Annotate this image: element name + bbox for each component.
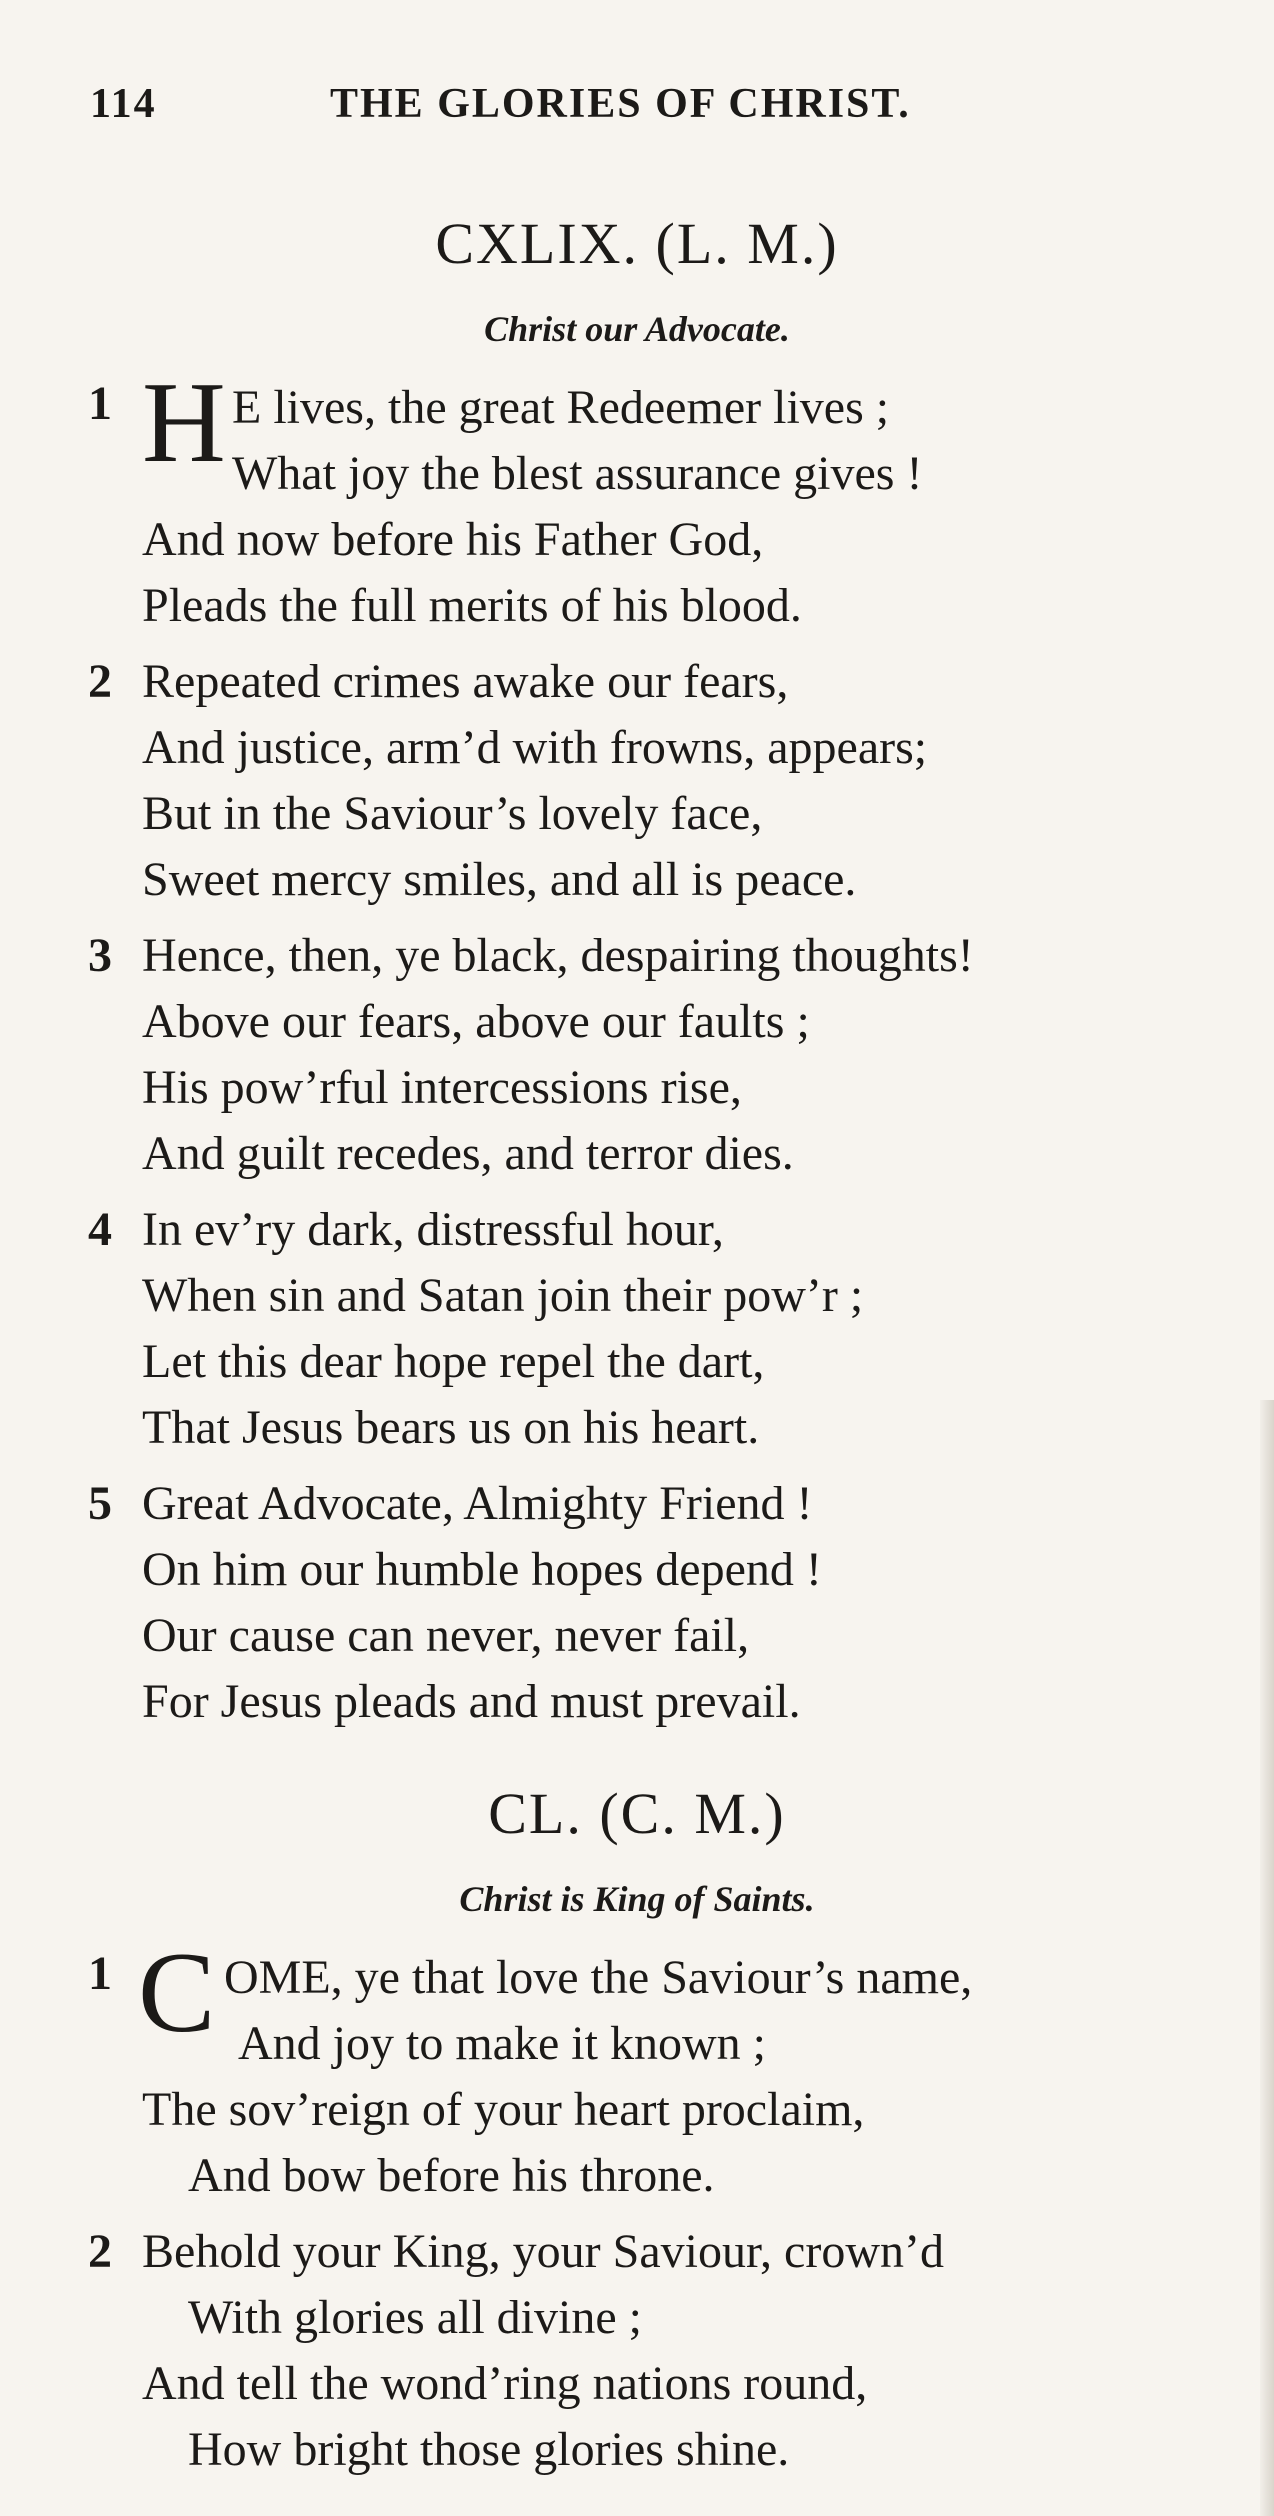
verse-line: Let this dear hope repel the dart, xyxy=(142,1335,765,1388)
hymn-subtitle: Christ our Advocate. xyxy=(484,309,790,349)
verse-number: 2 xyxy=(88,655,112,708)
verse-line: The sov’reign of your heart proclaim, xyxy=(142,2083,865,2136)
verse-line: OME, ye that love the Saviour’s name, xyxy=(224,1951,973,2004)
verse-line: Sweet mercy smiles, and all is peace. xyxy=(142,853,857,906)
verse-line: And bow before his throne. xyxy=(188,2149,715,2202)
page-header xyxy=(90,80,970,140)
verse-number: 2 xyxy=(88,2225,112,2278)
drop-cap: H xyxy=(142,359,226,487)
page-edge-shadow xyxy=(1260,1400,1274,2516)
verse-line: For Jesus pleads and must prevail. xyxy=(142,1675,801,1728)
verse-number: 3 xyxy=(88,929,112,982)
page-number: 114 xyxy=(90,81,157,127)
verse-line: His pow’rful intercessions rise, xyxy=(142,1061,742,1114)
verse-line: In ev’ry dark, distressful hour, xyxy=(142,1203,724,1256)
verse-line: And guilt recedes, and terror dies. xyxy=(142,1127,794,1180)
verse-line: That Jesus bears us on his heart. xyxy=(142,1401,760,1454)
verse-line: What joy the blest assurance gives ! xyxy=(232,447,923,500)
verse-line: But in the Saviour’s lovely face, xyxy=(142,787,763,840)
verse-line: Above our fears, above our faults ; xyxy=(142,995,810,1048)
verse-line: On him our humble hopes depend ! xyxy=(142,1543,822,1596)
verse-number: 1 xyxy=(88,377,112,430)
verse-line: With glories all divine ; xyxy=(188,2291,642,2344)
drop-cap: C xyxy=(138,1929,216,2057)
verse-line: Pleads the full merits of his blood. xyxy=(142,579,802,632)
verse-line: And joy to make it known ; xyxy=(238,2017,766,2070)
verse-line: And tell the wond’ring nations round, xyxy=(142,2357,868,2410)
verse-line: And now before his Father God, xyxy=(142,513,764,566)
verse-line: When sin and Satan join their pow’r ; xyxy=(142,1269,864,1322)
verse-number: 5 xyxy=(88,1477,112,1530)
verse-line: Repeated crimes awake our fears, xyxy=(142,655,789,708)
verse-number: 4 xyxy=(88,1203,112,1256)
verse-number: 1 xyxy=(88,1947,112,2000)
running-head: THE GLORIES OF CHRIST. xyxy=(330,81,911,127)
verse-line: Behold your King, your Saviour, crown’d xyxy=(142,2225,944,2278)
verse-line: Hence, then, ye black, despairing thoughts! xyxy=(142,929,974,982)
verse-line: Great Advocate, Almighty Friend ! xyxy=(142,1477,813,1530)
hymn-number: CL. (C. M.) xyxy=(488,1781,786,1846)
verse-line: How bright those glories shine. xyxy=(188,2423,790,2476)
hymn-subtitle: Christ is King of Saints. xyxy=(459,1879,815,1919)
verse-line: Our cause can never, never fail, xyxy=(142,1609,750,1662)
verse-line: E lives, the great Redeemer lives ; xyxy=(232,381,890,434)
hymn-number: CXLIX. (L. M.) xyxy=(435,211,839,276)
verse-line: And justice, arm’d with frowns, appears; xyxy=(142,721,928,774)
